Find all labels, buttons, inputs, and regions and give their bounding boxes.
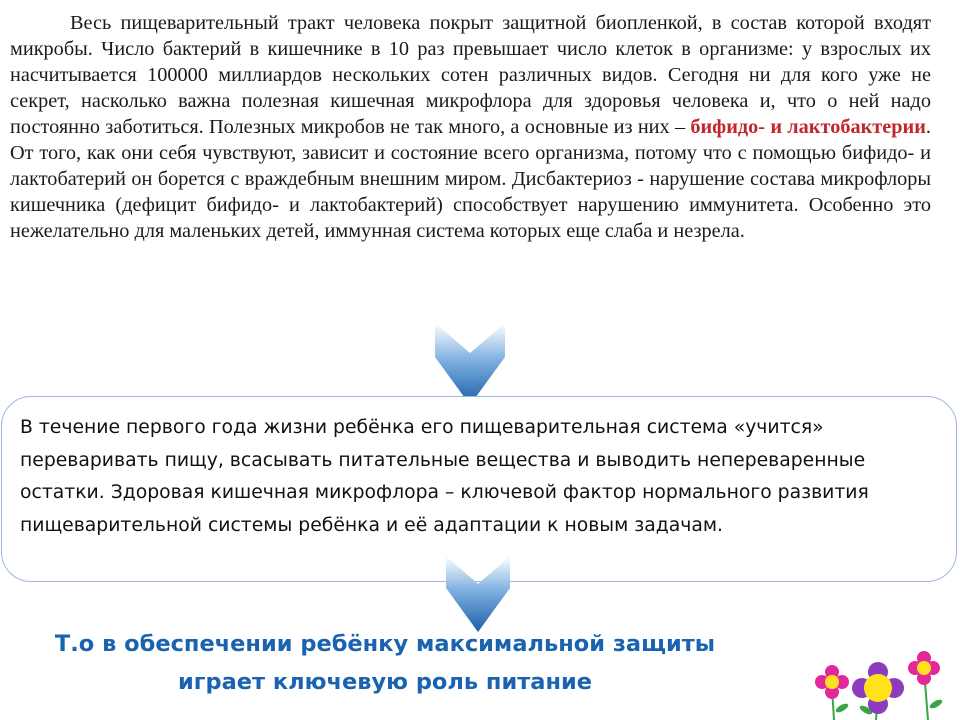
- intro-text-after: . От того, как они себя чувствуют, зависит и состояние всего организма, потому что с помощью бифидо- и лактобатерий он борется с враждебным внешним миром. Дисбактериоз - нарушение состава микрофлоры кишечника (дефицит бифидо- и лактобактерий) способствует нарушению иммунитета. Особенно это нежелательно для маленьких детей, иммунная система которых еще слаба и незрела.: [10, 116, 931, 242]
- intro-text-before: Весь пищеварительный тракт человека покрыт защитной биопленкой, в состав которой входят микробы. Число бактерий в кишечнике в 10 раз превышает число клеток в организме: у взрослых их насчитывается 100000 миллиардов нескольких сотен различных видов. Сегодня ни для кого уже не секрет, насколько важна полезная кишечная микрофлора для здоровья человека и, что о ней надо постоянно заботиться. Полезных микробов не так много, а основные из них –: [10, 12, 931, 138]
- info-box-text: В течение первого года жизни ребёнка его пищеварительная система «учится» переваривать пищу, всасывать питательные вещества и выводить непереваренные остатки. Здоровая кишечная микрофлора – ключевой фактор нормального развития пищеварительной системы ребёнка и её адаптации к новым задачам.: [20, 417, 869, 536]
- down-arrow-icon: [435, 323, 505, 405]
- down-arrow-icon-2: [446, 556, 510, 632]
- intro-highlight: бифидо- и лактобактерии: [690, 116, 926, 138]
- conclusion-line-2: играет ключевую роль питание: [177, 669, 593, 695]
- conclusion-text: [0, 625, 770, 701]
- intro-paragraph: [10, 10, 931, 244]
- flowers-icon: [812, 648, 952, 720]
- conclusion-line-1: Т.о в обеспечении ребёнку максимальной защиты: [54, 631, 716, 657]
